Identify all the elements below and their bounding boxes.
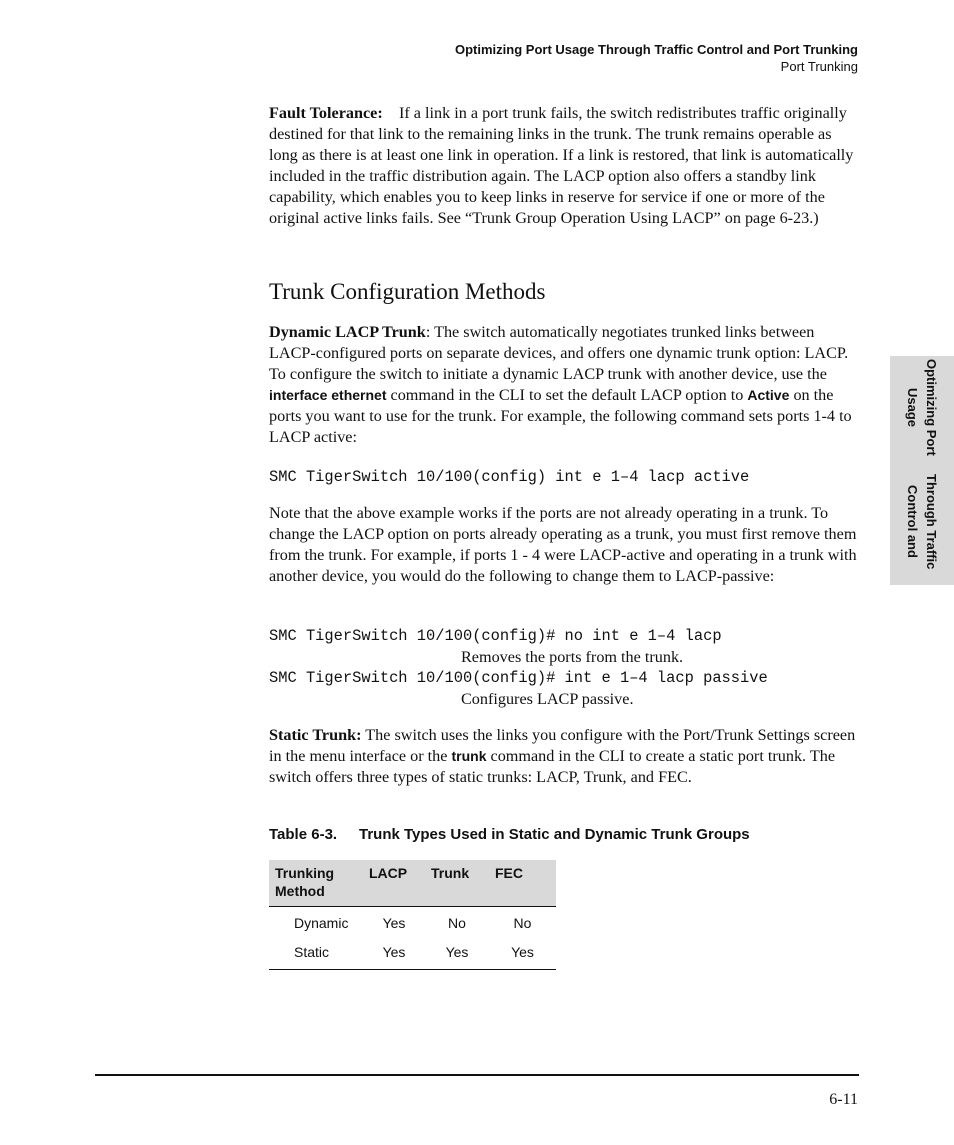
code-example-2 — [269, 626, 859, 710]
cell-trunk: No — [448, 914, 466, 931]
cell-lacp: Yes — [382, 914, 406, 931]
static-trunk-label: Static Trunk: — [269, 726, 362, 744]
table-header-row — [269, 860, 556, 907]
dynamic-text-3: on the ports you want to use for the trunk. For example, the following command sets ports 1-4 to LACP active: — [269, 386, 852, 447]
fault-tolerance-text: If a link in a port trunk fails, the switch redistributes traffic originally destined for that link to the remaining links in the trunk. The trunk remains operable as long as there is at least one link in operation. If a link is restored, that link is automatically included in the traffic distribution again. The LACP option also offers a standby link capability, which enables you to keep links in reserve for service if one or more of the original active links fails. See “Trunk Group Operation Using LACP” on page 6-23.) — [269, 104, 854, 228]
cell-lacp: Yes — [382, 943, 406, 960]
side-tab-text — [890, 356, 954, 585]
table-row — [269, 907, 556, 937]
dynamic-lacp-label: Dynamic LACP Trunk — [269, 323, 426, 341]
fault-tolerance-paragraph — [269, 103, 859, 230]
note-section — [269, 503, 859, 587]
cell-method: Dynamic — [294, 914, 349, 931]
column-header-trunking-method: Trunking Method — [269, 860, 363, 907]
code-line-no-lacp: SMC TigerSwitch 10/100(config)# no int e 1–4 lacp — [269, 627, 722, 645]
code-note-remove: Removes the ports from the trunk. — [461, 648, 684, 666]
table-number: Table 6-3. — [269, 826, 338, 843]
fault-tolerance-label: Fault Tolerance: — [269, 104, 383, 122]
trunk-types-table — [269, 860, 556, 970]
section-heading-wrap — [269, 279, 859, 305]
code-note-passive: Configures LACP passive. — [461, 690, 634, 708]
dynamic-text-1: : The switch automatically negotiates trunked links between LACP-configured ports on separate devices, and offers one dynamic trunk option: LACP. To configure the switch to initiate a dynamic LACP trunk with another device, use the — [269, 323, 849, 384]
cell-method: Static — [294, 943, 330, 960]
section-heading: Trunk Configuration Methods — [269, 279, 546, 304]
chapter-side-tab — [890, 356, 954, 585]
active-option: Active — [747, 387, 790, 404]
interface-ethernet-command: interface ethernet — [269, 387, 387, 404]
side-tab-line-2: Through Traffic Control and — [905, 474, 939, 570]
column-header-lacp: LACP — [363, 860, 425, 907]
table-row — [269, 936, 556, 970]
code-line-lacp-passive: SMC TigerSwitch 10/100(config)# int e 1–4 lacp passive — [269, 669, 768, 687]
dynamic-lacp-section — [269, 322, 859, 449]
static-trunk-paragraph — [269, 725, 859, 788]
trunk-command: trunk — [451, 748, 487, 765]
cell-trunk: Yes — [445, 943, 469, 960]
dynamic-lacp-paragraph — [269, 322, 859, 449]
table-caption — [269, 826, 750, 843]
static-text-1: The switch uses the links you configure with the Port/Trunk Settings screen in the menu interface or the — [269, 726, 856, 766]
code-line-lacp-active: SMC TigerSwitch 10/100(config) int e 1–4 lacp active — [269, 468, 750, 486]
fault-tolerance-section — [269, 103, 859, 230]
running-header-title: Optimizing Port Usage Through Traffic Control and Port Trunking — [455, 42, 858, 57]
code-example-1 — [269, 467, 859, 488]
page-number: 6-11 — [829, 1091, 858, 1108]
dynamic-text-2: command in the CLI to set the default LACP option to — [386, 386, 748, 405]
side-tab-line-1: Optimizing Port Usage — [905, 358, 939, 456]
column-header-trunk: Trunk — [425, 860, 489, 907]
note-paragraph: Note that the above example works if the ports are not already operating in a trunk. To change the LACP option on ports already operating as a trunk, you must first remove them from the trunk. For example, if ports 1 - 4 were LACP-active and operating in a trunk with another device, you would do the following to change them to LACP-passive: — [269, 504, 857, 586]
static-trunk-section — [269, 725, 859, 788]
cell-fec: Yes — [511, 943, 534, 960]
running-header-subtitle: Port Trunking — [780, 59, 858, 74]
cell-fec: No — [513, 914, 532, 931]
column-header-fec: FEC — [489, 860, 556, 907]
static-text-2: command in the CLI to create a static port trunk. The switch offers three types of static trunks: LACP, Trunk, and FEC. — [269, 747, 836, 787]
footer-rule — [95, 1074, 859, 1076]
table-title: Trunk Types Used in Static and Dynamic Trunk Groups — [359, 826, 750, 843]
